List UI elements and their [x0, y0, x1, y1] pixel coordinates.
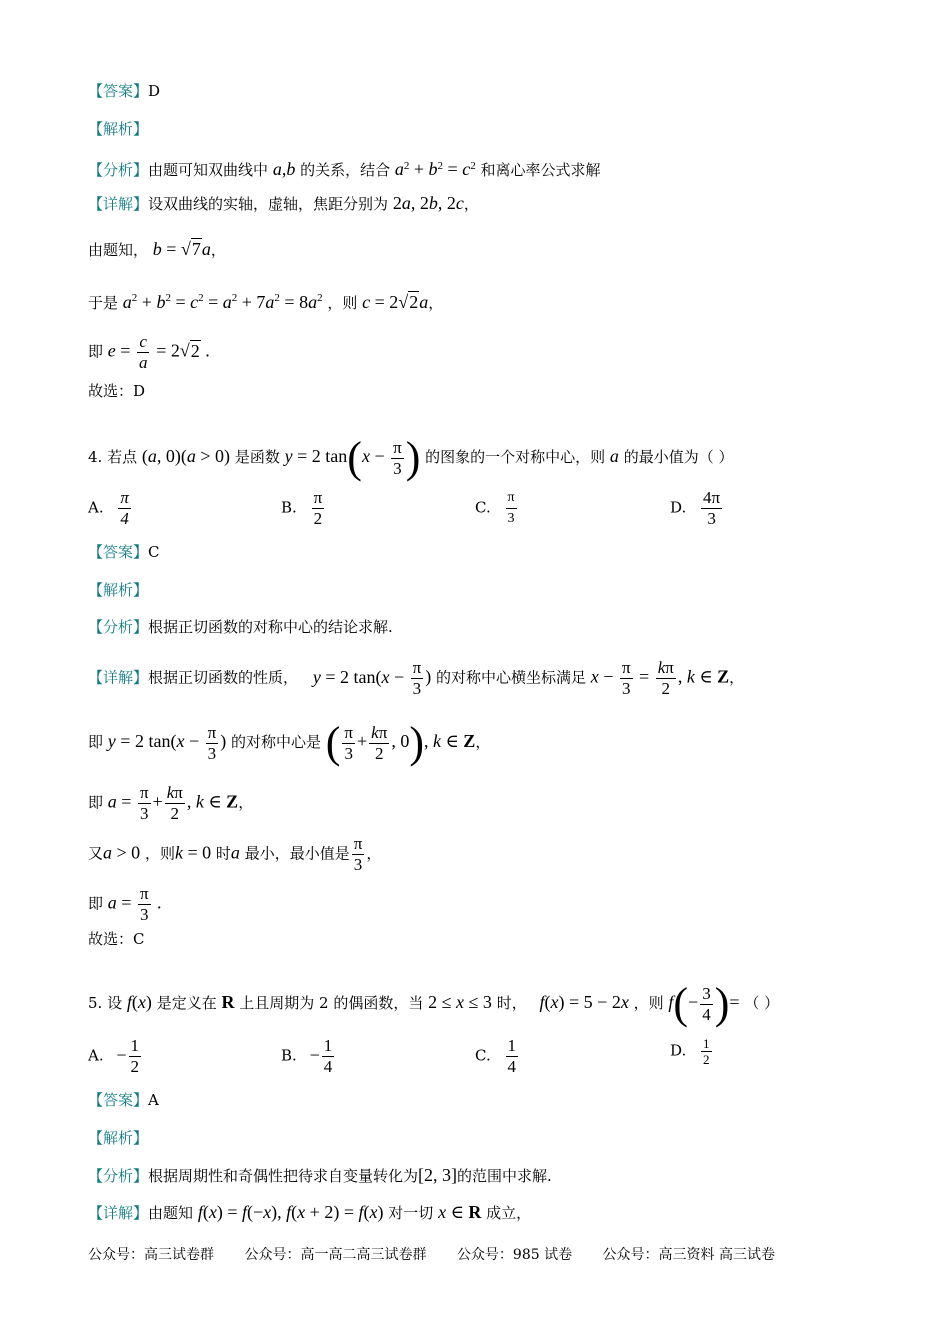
footer-item: 公众号：高一高二高三试卷群 — [244, 1247, 427, 1263]
q4-line-3: 即 a = $\frac{\pi}{3}$ + $\frac{k\pi}{2}$ , k ∈ Z， — [88, 783, 254, 823]
math-point: (a, 0)(a > 0) — [141, 446, 231, 466]
fenxi-text: 根据周期性和奇偶性把待求自变量转化为 — [148, 1167, 419, 1185]
q4-line-4: 又a > 0 ，则k = 0 时a 最小，最小值是 $\frac{\pi}{3}$ ， — [88, 834, 382, 874]
math-e: e — [107, 340, 116, 361]
text: 是定义在 — [156, 994, 217, 1012]
text: 是函数 — [234, 448, 280, 466]
text: 即 — [88, 894, 104, 913]
frac-c-a: $\frac{c}{a}$ — [138, 332, 148, 372]
fenxi-text: 由题可知双曲线中 — [148, 161, 269, 179]
detail-tag: 【详解】 — [88, 195, 149, 213]
detail-text: 设双曲线的实轴，虚轴，焦距分别为 — [148, 195, 389, 213]
text: 时 — [215, 844, 231, 863]
option-d[interactable]: D. $\frac{1}{2}$ — [670, 1036, 710, 1067]
option-label: C. — [475, 498, 491, 517]
option-label: A. — [88, 498, 104, 517]
text: 故选：C — [88, 930, 145, 948]
q4-stem: 4. 若点 (a, 0)(a > 0) 是函数 y = 2 tan(x − $\frac{\pi}{3}$ ) 的图象的一个对称中心，则 a 的最小值为（ ） — [88, 433, 734, 482]
answer-tag: 【答案】 — [88, 1091, 149, 1109]
q4-fenxi — [88, 616, 393, 638]
text: ，则 — [144, 844, 175, 863]
answer-line — [88, 80, 160, 102]
detail-text: 成立， — [486, 1204, 532, 1222]
footer-item: 公众号：985 试卷 — [456, 1247, 573, 1263]
footer-item: 公众号：高三试卷群 — [88, 1247, 214, 1263]
fenxi-tag: 【分析】 — [88, 1167, 149, 1185]
page-footer — [88, 1244, 801, 1264]
text: 设 — [107, 994, 123, 1012]
text: 由题知， — [88, 241, 149, 259]
text: （ ） — [744, 994, 780, 1012]
math-pythag: a — [394, 159, 404, 179]
option-b[interactable]: B. − $\frac{1}{4}$ — [281, 1036, 333, 1076]
answer-value: A — [148, 1091, 159, 1109]
detail-text: 由题知 — [148, 1204, 194, 1222]
question-number: 4. — [88, 448, 103, 466]
fenxi-line: 【分析】由题可知双曲线中 a,b 的关系，结合 $a^2 + b^2 = c^2$ 和离心率公式求解 — [88, 159, 601, 179]
option-label: D. — [670, 498, 687, 517]
fenxi-text: 根据正切函数的对称中心的结论求解. — [148, 618, 393, 636]
option-c[interactable]: C. $\frac{1}{4}$ — [475, 1036, 516, 1076]
text: ，则 — [633, 994, 664, 1012]
q4-line-2: 即 y = 2 tan(x − $\frac{\pi}{3}$ ) 的对称中心是 ( $\frac{\pi}{3}$ + $\frac{k\pi}{2}$ , 0), k ∈ Z， — [88, 718, 491, 767]
option-d[interactable]: D. $\frac{4\pi}{3}$ — [670, 488, 721, 528]
option-a[interactable]: A. $\frac{\pi}{4}$ — [88, 488, 129, 528]
q4-answer — [88, 541, 160, 563]
q5-stem: 5. 设 f(x) 是定义在 R 上且周期为 2 的偶函数，当 2 ≤ x ≤ 3 时， f(x) = 5 − 2x ，则 f(− $\frac{3}{4}$ )= （ ） — [88, 979, 780, 1028]
answer-value: C — [148, 543, 160, 561]
detail-text: 的对称中心横坐标满足 — [435, 668, 586, 687]
text: 的图象的一个对称中心，则 — [425, 448, 606, 466]
detail-text: 根据正切函数的性质， — [148, 668, 299, 687]
fenxi-text: 的范围中求解. — [457, 1167, 552, 1185]
option-b[interactable]: B. $\frac{\pi}{2}$ — [281, 488, 323, 528]
jiexi-tag: 【解析】 — [88, 120, 149, 138]
jiexi-tag: 【解析】 — [88, 581, 149, 599]
text: 即 — [88, 342, 104, 361]
detail-tag: 【详解】 — [88, 668, 149, 687]
math-func: y = 2 tan — [284, 446, 348, 466]
math-ab: a — [272, 159, 282, 179]
text: ，则 — [327, 294, 358, 312]
text: 上且周期为 2 的偶函数，当 — [239, 994, 424, 1012]
detail-text: 对一切 — [388, 1204, 434, 1222]
option-label: D. — [670, 1041, 687, 1060]
text: 的最小值为（ ） — [623, 448, 734, 466]
text: 故选：D — [88, 382, 146, 400]
option-label: B. — [281, 498, 297, 517]
detail-line: 【详解】设双曲线的实轴，虚轴，焦距分别为 2a, 2b, 2c， — [88, 193, 479, 213]
detail-tag: 【详解】 — [88, 1204, 149, 1222]
text: 即 — [88, 793, 104, 812]
fenxi-tag: 【分析】 — [88, 161, 149, 179]
text: 最小，最小值是 — [244, 844, 350, 863]
fenxi-text: 和离心率公式求解 — [480, 161, 601, 179]
fenxi-text: 的关系，结合 — [300, 161, 391, 179]
q5-jiexi — [88, 1127, 148, 1149]
text: 的对称中心是 — [230, 733, 321, 751]
footer-item: 公众号：高三资料 高三试卷 — [602, 1247, 775, 1263]
question-number: 5. — [88, 994, 103, 1012]
q4-detail: 【详解】根据正切函数的性质， y = 2 tan(x − $\frac{\pi}{3}$ ) 的对称中心横坐标满足 x − $\frac{\pi}{3}$ = $\frac{k\pi}{2}$ , k ∈ Z， — [88, 658, 745, 698]
q4-line-5: 即 a = $\frac{\pi}{3}$ . — [88, 884, 162, 924]
q5-fenxi: 【分析】根据周期性和奇偶性把待求自变量转化为[2, 3]的范围中求解. — [88, 1165, 552, 1185]
fenxi-tag: 【分析】 — [88, 618, 149, 636]
text: 即 — [88, 733, 104, 751]
answer-tag: 【答案】 — [88, 82, 149, 100]
q5-answer — [88, 1089, 159, 1111]
option-c[interactable]: C. $\frac{\pi}{3}$ — [475, 490, 515, 526]
s3-line-4: 即 e = $\frac{c}{a}$ = 2√2 . — [88, 332, 210, 372]
answer-value: D — [148, 82, 161, 100]
text: 时， — [496, 994, 527, 1012]
math-c-eq: c = 2√2a — [362, 292, 429, 312]
option-label: A. — [88, 1046, 104, 1065]
text: 若点 — [107, 448, 138, 466]
text: 又 — [88, 844, 104, 863]
jiexi-tag: 【解析】 — [88, 1129, 149, 1147]
s3-line-2: 由题知， b = √7a， — [88, 239, 226, 259]
text: 于是 — [88, 294, 119, 312]
s3-line-3: 于是 $a^2 + b^2 = c^2 = a^2 + 7a^2 = 8a^2$ ，则 c = 2√2a， — [88, 292, 444, 312]
math-sum: $a^2 + b^2 = c^2 = a^2 + 7a^2 = 8a^2$ — [122, 292, 323, 312]
answer-tag: 【答案】 — [88, 543, 149, 561]
jiexi-line — [88, 118, 148, 140]
math-b-eq: b — [152, 239, 162, 259]
q4-jiexi — [88, 579, 148, 601]
q5-detail: 【详解】由题知 f(x) = f(−x), f(x + 2) = f(x) 对一切 x ∈ R 成立， — [88, 1202, 532, 1222]
option-a[interactable]: A. − $\frac{1}{2}$ — [88, 1036, 140, 1076]
math-axes: 2a, 2b, 2c — [392, 193, 464, 213]
option-label: C. — [475, 1046, 491, 1065]
s3-final — [88, 380, 145, 402]
q4-final — [88, 928, 144, 950]
option-label: B. — [281, 1046, 297, 1065]
